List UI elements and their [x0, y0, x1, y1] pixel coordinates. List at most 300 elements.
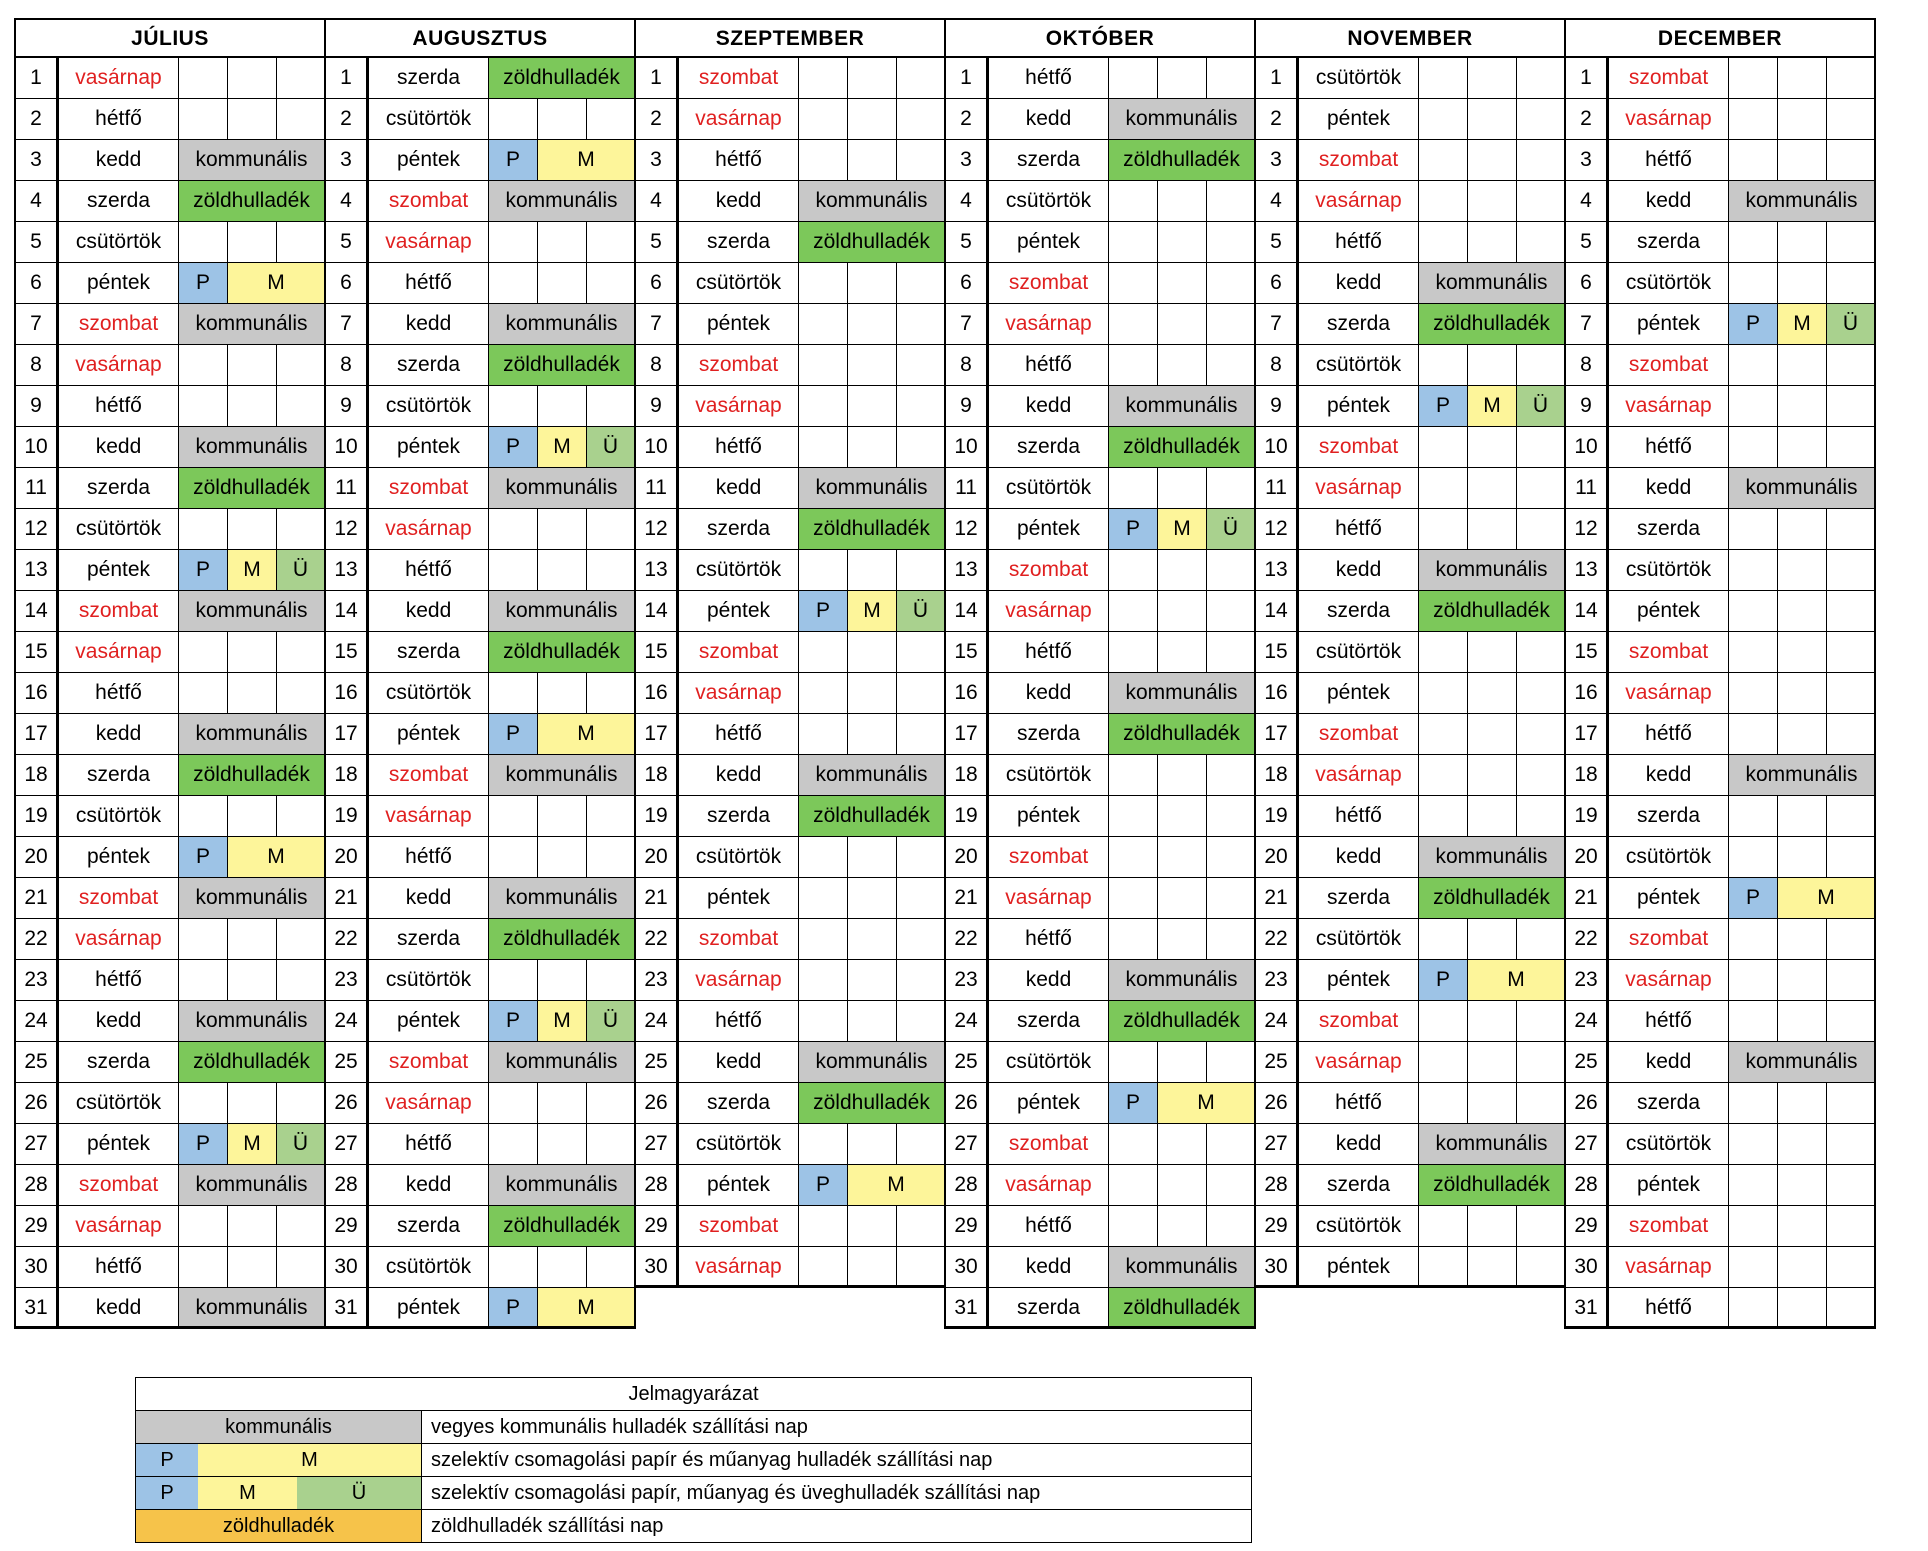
empty-cell	[1827, 386, 1876, 426]
day-row	[326, 1042, 636, 1083]
day-name: szerda	[989, 427, 1109, 467]
empty-cell	[1827, 222, 1876, 262]
empty-cell	[1827, 673, 1876, 713]
day-number: 17	[1256, 714, 1299, 754]
day-row	[16, 140, 326, 181]
legend-desc-pm: szelektív csomagolási papír és műanyag hulladék szállítási nap	[431, 1449, 993, 1471]
kommunalis-cell: kommunális	[179, 878, 326, 918]
empty-cell	[1468, 1042, 1517, 1082]
empty-cell	[587, 673, 636, 713]
day-name: csütörtök	[1609, 550, 1729, 590]
empty-cell	[228, 1083, 277, 1123]
empty-cell	[489, 673, 538, 713]
empty-cell	[1109, 919, 1158, 959]
day-number: 24	[636, 1001, 679, 1041]
empty-cell	[897, 345, 946, 385]
day-row	[946, 222, 1256, 263]
day-number: 17	[16, 714, 59, 754]
day-row	[946, 1288, 1256, 1329]
glass-cell: Ü	[587, 1001, 636, 1041]
empty-cell	[897, 878, 946, 918]
day-number: 13	[16, 550, 59, 590]
empty-cell	[848, 632, 897, 672]
day-row	[636, 304, 946, 345]
empty-cell	[799, 1206, 848, 1246]
zoldhulladek-cell: zöldhulladék	[179, 181, 326, 221]
day-name: szerda	[369, 919, 489, 959]
empty-cell	[1419, 345, 1468, 385]
day-number: 26	[1566, 1083, 1609, 1123]
day-name: hétfő	[1299, 1083, 1419, 1123]
day-name: szombat	[989, 550, 1109, 590]
empty-cell	[489, 99, 538, 139]
empty-cell	[587, 1083, 636, 1123]
empty-cell	[538, 796, 587, 836]
empty-cell	[1468, 222, 1517, 262]
day-number: 29	[1566, 1206, 1609, 1246]
day-number: 12	[1566, 509, 1609, 549]
day-number: 27	[16, 1124, 59, 1164]
empty-cell	[1827, 1124, 1876, 1164]
paper-cell: P	[1109, 509, 1158, 549]
day-name: vasárnap	[369, 509, 489, 549]
empty-cell	[228, 386, 277, 426]
day-number: 2	[636, 99, 679, 139]
empty-cell	[799, 304, 848, 344]
day-row	[1256, 222, 1566, 263]
zoldhulladek-cell: zöldhulladék	[1109, 140, 1256, 180]
day-number: 3	[1566, 140, 1609, 180]
empty-cell	[1827, 509, 1876, 549]
empty-cell	[1729, 1165, 1778, 1205]
empty-cell	[1778, 222, 1827, 262]
day-name: kedd	[369, 878, 489, 918]
day-row	[636, 345, 946, 386]
day-number: 19	[1566, 796, 1609, 836]
empty-cell	[1419, 1083, 1468, 1123]
day-row	[326, 58, 636, 99]
kommunalis-cell: kommunális	[1109, 1247, 1256, 1287]
empty-cell	[1827, 837, 1876, 877]
day-name: péntek	[989, 222, 1109, 262]
empty-cell	[1468, 755, 1517, 795]
day-number: 1	[636, 58, 679, 98]
day-row	[636, 99, 946, 140]
empty-cell	[848, 878, 897, 918]
day-number: 20	[1256, 837, 1299, 877]
kommunalis-cell: kommunális	[179, 1001, 326, 1041]
day-name: kedd	[59, 1001, 179, 1041]
day-name: szerda	[59, 755, 179, 795]
plastic-cell: M	[538, 714, 636, 754]
day-row	[16, 1165, 326, 1206]
zoldhulladek-cell: zöldhulladék	[799, 509, 946, 549]
plastic-cell: M	[1468, 960, 1566, 1000]
day-name: kedd	[59, 714, 179, 754]
plastic-cell: M	[538, 140, 636, 180]
empty-cell	[1207, 796, 1256, 836]
day-name: csütörtök	[369, 99, 489, 139]
day-name: kedd	[369, 1165, 489, 1205]
empty-cell	[848, 714, 897, 754]
empty-cell	[587, 509, 636, 549]
empty-cell	[1778, 837, 1827, 877]
empty-cell	[1207, 181, 1256, 221]
empty-cell	[1729, 632, 1778, 672]
empty-cell	[1729, 919, 1778, 959]
empty-cell	[1419, 796, 1468, 836]
zoldhulladek-cell: zöldhulladék	[1109, 1288, 1256, 1326]
empty-cell	[1729, 1288, 1778, 1326]
day-name: csütörtök	[59, 509, 179, 549]
day-name: vasárnap	[369, 222, 489, 262]
day-row	[946, 1083, 1256, 1124]
day-name: csütörtök	[1299, 1206, 1419, 1246]
day-number: 24	[16, 1001, 59, 1041]
day-name: csütörtök	[1299, 58, 1419, 98]
empty-cell	[587, 1124, 636, 1164]
day-row	[1566, 1288, 1876, 1329]
paper-cell: P	[489, 427, 538, 467]
empty-cell	[1827, 591, 1876, 631]
day-number: 27	[326, 1124, 369, 1164]
day-row	[1256, 1124, 1566, 1165]
day-name: szombat	[59, 304, 179, 344]
legend-swatch-zold: zöldhulladék	[136, 1510, 422, 1542]
legend-row-pm	[136, 1444, 1251, 1477]
day-row	[1256, 1042, 1566, 1083]
empty-cell	[1109, 345, 1158, 385]
empty-cell	[587, 386, 636, 426]
empty-cell	[1778, 1288, 1827, 1326]
day-number: 18	[1256, 755, 1299, 795]
day-row	[16, 550, 326, 591]
empty-cell	[799, 673, 848, 713]
empty-cell	[897, 1206, 946, 1246]
empty-cell	[489, 386, 538, 426]
legend-row-zold	[136, 1510, 1251, 1542]
day-number: 13	[326, 550, 369, 590]
day-number: 11	[1566, 468, 1609, 508]
empty-cell	[1207, 345, 1256, 385]
empty-cell	[1729, 1001, 1778, 1041]
empty-cell	[277, 673, 326, 713]
day-row	[326, 796, 636, 837]
empty-cell	[228, 509, 277, 549]
empty-cell	[848, 919, 897, 959]
empty-cell	[228, 796, 277, 836]
day-name: hétfő	[59, 960, 179, 1000]
day-name: csütörtök	[989, 755, 1109, 795]
day-name: szerda	[1299, 304, 1419, 344]
day-name: hétfő	[989, 632, 1109, 672]
day-row	[946, 99, 1256, 140]
day-number: 15	[16, 632, 59, 672]
day-number: 9	[636, 386, 679, 426]
kommunalis-cell: kommunális	[1419, 550, 1566, 590]
empty-cell	[1207, 550, 1256, 590]
zoldhulladek-cell: zöldhulladék	[1419, 304, 1566, 344]
empty-cell	[1729, 427, 1778, 467]
zoldhulladek-cell: zöldhulladék	[179, 755, 326, 795]
day-number: 2	[1566, 99, 1609, 139]
empty-cell	[179, 632, 228, 672]
day-name: kedd	[59, 427, 179, 467]
empty-cell	[1827, 1288, 1876, 1326]
day-row	[16, 1206, 326, 1247]
empty-cell	[1109, 591, 1158, 631]
legend-desc-kommunalis: vegyes kommunális hulladék szállítási nap	[431, 1416, 808, 1438]
day-number: 8	[1566, 345, 1609, 385]
day-name: csütörtök	[989, 181, 1109, 221]
day-number: 19	[16, 796, 59, 836]
day-row	[1566, 58, 1876, 99]
day-number: 28	[636, 1165, 679, 1205]
waste-collection-calendar	[14, 18, 1914, 1338]
empty-cell	[897, 550, 946, 590]
paper-cell: P	[1729, 878, 1778, 918]
empty-cell	[1207, 1042, 1256, 1082]
zoldhulladek-cell: zöldhulladék	[489, 632, 636, 672]
day-number: 19	[326, 796, 369, 836]
empty-cell	[228, 1247, 277, 1287]
day-number: 15	[1566, 632, 1609, 672]
day-row	[636, 58, 946, 99]
day-name: csütörtök	[679, 263, 799, 303]
day-number: 20	[16, 837, 59, 877]
day-number: 4	[326, 181, 369, 221]
kommunalis-cell: kommunális	[179, 427, 326, 467]
empty-cell	[489, 796, 538, 836]
day-row	[1566, 960, 1876, 1001]
day-row	[16, 878, 326, 919]
empty-cell	[1778, 1124, 1827, 1164]
empty-cell	[1517, 1083, 1566, 1123]
day-number: 20	[636, 837, 679, 877]
day-number: 5	[1256, 222, 1299, 262]
day-row	[1566, 509, 1876, 550]
day-number: 17	[636, 714, 679, 754]
empty-cell	[489, 263, 538, 303]
day-name: szombat	[59, 878, 179, 918]
empty-cell	[277, 58, 326, 98]
legend-row-pmu	[136, 1477, 1251, 1510]
kommunalis-cell: kommunális	[799, 755, 946, 795]
empty-cell	[1827, 1001, 1876, 1041]
day-row	[326, 304, 636, 345]
day-number: 8	[636, 345, 679, 385]
day-row	[1256, 960, 1566, 1001]
empty-cell	[848, 427, 897, 467]
empty-cell	[1109, 1124, 1158, 1164]
empty-cell	[1109, 878, 1158, 918]
day-number: 1	[16, 58, 59, 98]
kommunalis-cell: kommunális	[1729, 181, 1876, 221]
empty-cell	[848, 837, 897, 877]
day-row	[1256, 468, 1566, 509]
legend-title: Jelmagyarázat	[136, 1378, 1251, 1411]
zoldhulladek-cell: zöldhulladék	[1109, 1001, 1256, 1041]
day-row	[946, 263, 1256, 304]
day-name: szerda	[1609, 1083, 1729, 1123]
day-number: 17	[326, 714, 369, 754]
day-row	[636, 1206, 946, 1247]
day-name: kedd	[1299, 263, 1419, 303]
empty-cell	[848, 1247, 897, 1285]
empty-cell	[538, 1247, 587, 1287]
day-name: kedd	[679, 181, 799, 221]
empty-cell	[228, 345, 277, 385]
day-row	[946, 1206, 1256, 1247]
day-name: szerda	[369, 1206, 489, 1246]
empty-cell	[1158, 468, 1207, 508]
day-number: 7	[1256, 304, 1299, 344]
empty-cell	[1729, 99, 1778, 139]
empty-cell	[1517, 58, 1566, 98]
day-row	[326, 632, 636, 673]
day-number: 6	[16, 263, 59, 303]
day-name: szerda	[59, 181, 179, 221]
day-number: 6	[1256, 263, 1299, 303]
day-number: 16	[1566, 673, 1609, 713]
empty-cell	[1778, 1165, 1827, 1205]
day-number: 21	[946, 878, 989, 918]
zoldhulladek-cell: zöldhulladék	[179, 468, 326, 508]
empty-cell	[179, 960, 228, 1000]
empty-cell	[1109, 263, 1158, 303]
empty-cell	[1827, 99, 1876, 139]
plastic-cell: M	[1158, 509, 1207, 549]
empty-cell	[277, 345, 326, 385]
plastic-cell: M	[538, 427, 587, 467]
day-number: 6	[636, 263, 679, 303]
day-name: kedd	[989, 99, 1109, 139]
day-number: 9	[326, 386, 369, 426]
day-number: 8	[16, 345, 59, 385]
day-name: vasárnap	[1609, 673, 1729, 713]
kommunalis-cell: kommunális	[1109, 960, 1256, 1000]
day-number: 6	[326, 263, 369, 303]
day-row	[1256, 263, 1566, 304]
day-number: 24	[1256, 1001, 1299, 1041]
empty-cell	[848, 58, 897, 98]
day-name: szombat	[989, 837, 1109, 877]
day-row	[16, 837, 326, 878]
day-name: vasárnap	[989, 878, 1109, 918]
kommunalis-cell: kommunális	[1419, 837, 1566, 877]
day-name: péntek	[369, 427, 489, 467]
day-name: szerda	[1609, 509, 1729, 549]
empty-cell	[1729, 1206, 1778, 1246]
day-name: hétfő	[1299, 222, 1419, 262]
paper-cell: P	[489, 714, 538, 754]
day-name: vasárnap	[1299, 755, 1419, 795]
empty-cell	[1109, 222, 1158, 262]
day-number: 22	[16, 919, 59, 959]
day-name: kedd	[989, 386, 1109, 426]
day-number: 23	[946, 960, 989, 1000]
day-number: 21	[16, 878, 59, 918]
day-name: hétfő	[59, 1247, 179, 1287]
day-number: 28	[946, 1165, 989, 1205]
month-header: SZEPTEMBER	[636, 20, 946, 58]
day-name: péntek	[989, 1083, 1109, 1123]
empty-cell	[1468, 427, 1517, 467]
empty-cell	[897, 960, 946, 1000]
kommunalis-cell: kommunális	[489, 304, 636, 344]
day-number: 29	[16, 1206, 59, 1246]
day-name: kedd	[1609, 1042, 1729, 1082]
empty-cell	[1207, 468, 1256, 508]
day-row	[1256, 509, 1566, 550]
glass-cell: Ü	[1207, 509, 1256, 549]
legend-swatch-p: P	[136, 1444, 199, 1476]
day-name: szombat	[1609, 919, 1729, 959]
empty-cell	[1158, 304, 1207, 344]
empty-cell	[1468, 140, 1517, 180]
empty-cell	[1729, 222, 1778, 262]
empty-cell	[1778, 99, 1827, 139]
empty-cell	[1468, 673, 1517, 713]
empty-cell	[1729, 345, 1778, 385]
day-name: szombat	[989, 263, 1109, 303]
empty-cell	[1207, 1165, 1256, 1205]
empty-cell	[1468, 509, 1517, 549]
kommunalis-cell: kommunális	[179, 140, 326, 180]
day-number: 10	[326, 427, 369, 467]
day-row	[326, 468, 636, 509]
day-row	[16, 345, 326, 386]
empty-cell	[228, 1206, 277, 1246]
day-name: hétfő	[369, 550, 489, 590]
day-row	[1566, 222, 1876, 263]
empty-cell	[897, 140, 946, 180]
day-row	[1256, 714, 1566, 755]
empty-cell	[1468, 468, 1517, 508]
empty-cell	[1517, 755, 1566, 795]
day-number: 2	[16, 99, 59, 139]
day-number: 14	[946, 591, 989, 631]
day-name: szerda	[989, 1001, 1109, 1041]
day-number: 11	[636, 468, 679, 508]
day-row	[946, 960, 1256, 1001]
day-name: hétfő	[369, 1124, 489, 1164]
empty-cell	[1419, 919, 1468, 959]
day-row	[1256, 58, 1566, 99]
empty-cell	[1729, 673, 1778, 713]
day-number: 10	[1256, 427, 1299, 467]
empty-cell	[1419, 673, 1468, 713]
day-name: vasárnap	[369, 1083, 489, 1123]
day-row	[946, 509, 1256, 550]
empty-cell	[1109, 796, 1158, 836]
empty-cell	[848, 386, 897, 426]
day-row	[636, 1083, 946, 1124]
day-name: péntek	[989, 509, 1109, 549]
day-row	[946, 1165, 1256, 1206]
day-name: péntek	[679, 878, 799, 918]
day-row	[326, 960, 636, 1001]
empty-cell	[1109, 1165, 1158, 1205]
day-name: vasárnap	[679, 673, 799, 713]
legend-desc-pmu: szelektív csomagolási papír, műanyag és üveghulladék szállítási nap	[431, 1482, 1041, 1504]
empty-cell	[1109, 550, 1158, 590]
day-number: 10	[946, 427, 989, 467]
empty-cell	[587, 550, 636, 590]
paper-cell: P	[1419, 386, 1468, 426]
paper-cell: P	[179, 263, 228, 303]
empty-cell	[1778, 58, 1827, 98]
